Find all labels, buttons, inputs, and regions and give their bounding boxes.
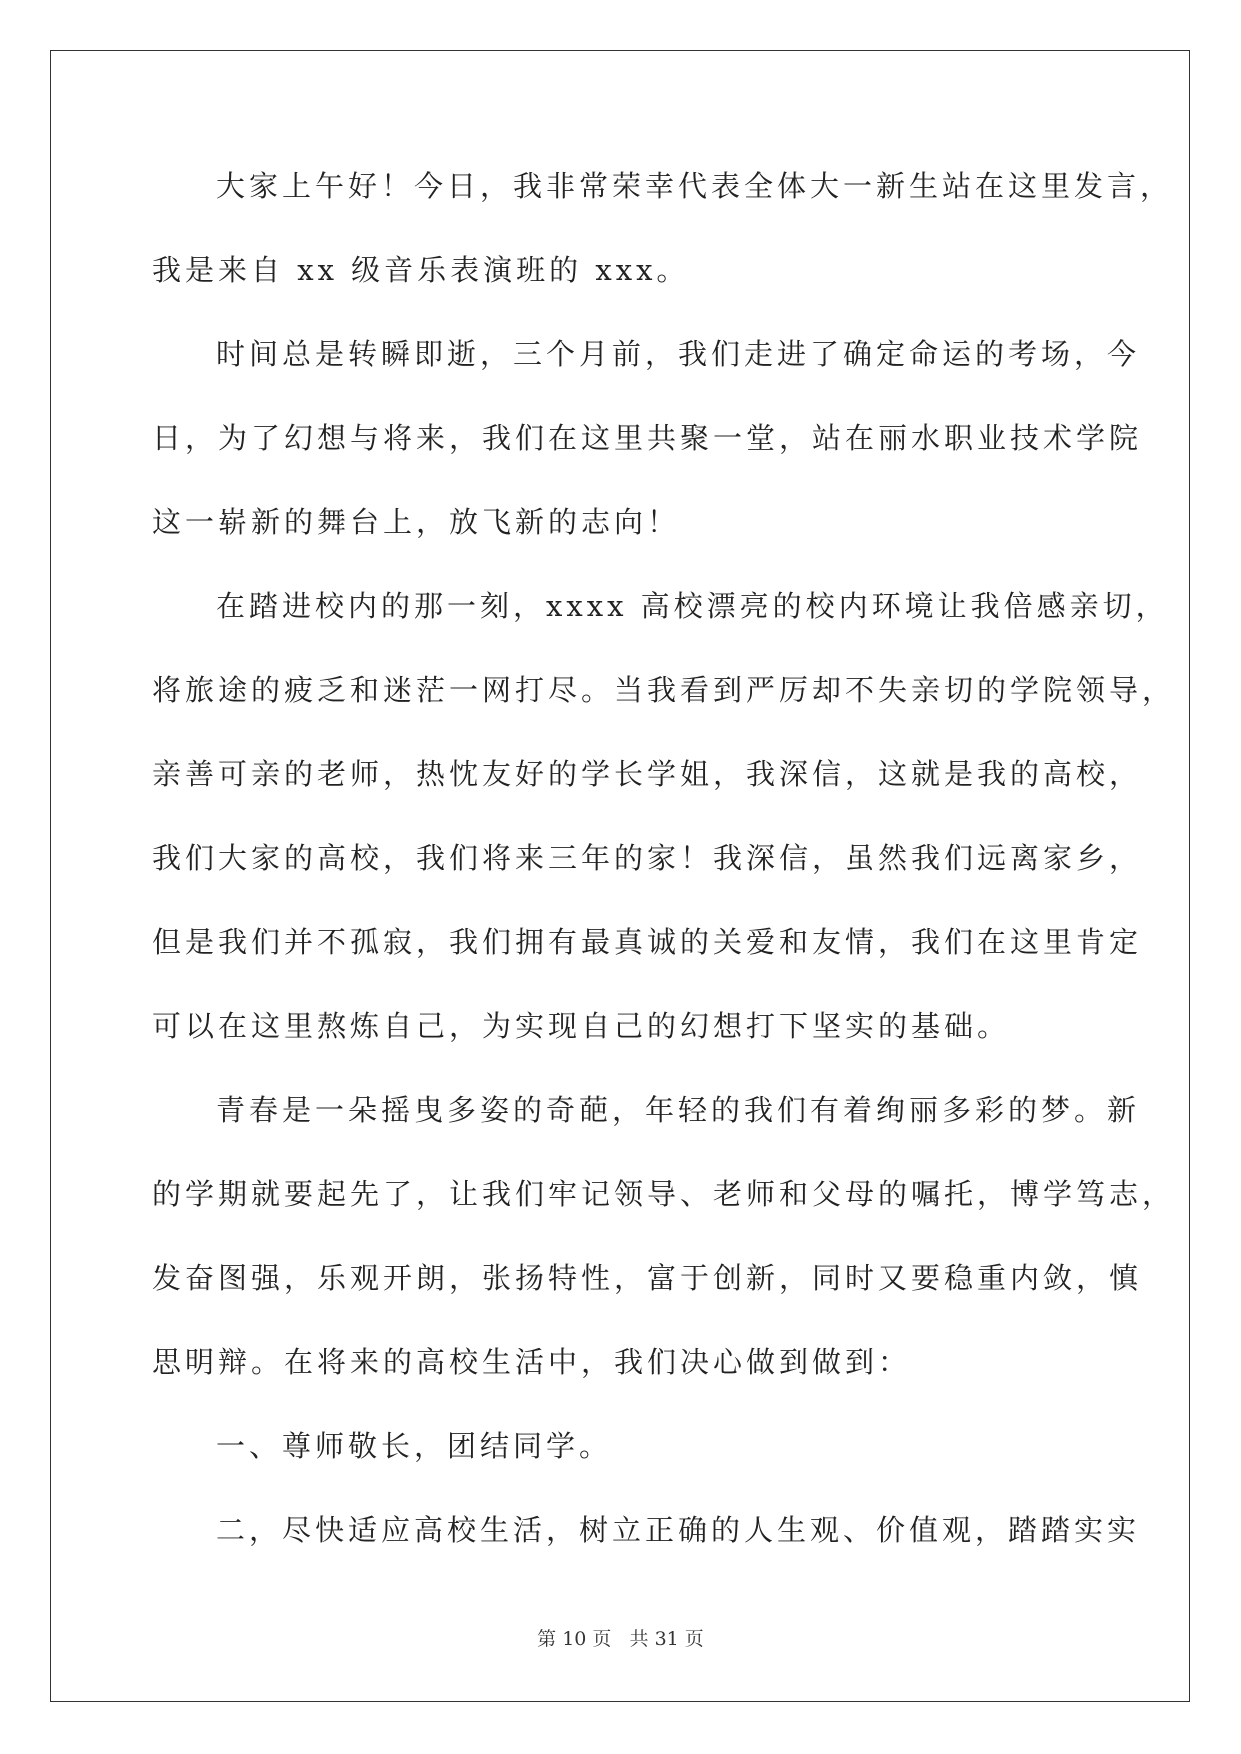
text-line: 二，尽快适应高校生活，树立正确的人生观、价值观，踏踏实实 — [216, 1513, 1141, 1547]
text-line: 大家上午好！今日，我非常荣幸代表全体大一新生站在这里发言， — [216, 169, 1174, 203]
text-line: 的学期就要起先了，让我们牢记领导、老师和父母的嘱托，博学笃志， — [152, 1177, 1176, 1211]
text-line: 亲善可亲的老师，热忱友好的学长学姐，我深信，这就是我的高校， — [152, 757, 1143, 791]
text-line: 将旅途的疲乏和迷茫一网打尽。当我看到严厉却不失亲切的学院领导， — [152, 673, 1176, 707]
text-line: 日，为了幻想与将来，我们在这里共聚一堂，站在丽水职业技术学院 — [152, 421, 1143, 455]
text-line: 但是我们并不孤寂，我们拥有最真诚的关爱和友情，我们在这里肯定 — [152, 925, 1143, 959]
text-line: 我们大家的高校，我们将来三年的家！我深信，虽然我们远离家乡， — [152, 841, 1143, 875]
text-line: 思明辩。在将来的高校生活中，我们决心做到做到： — [152, 1345, 912, 1379]
document-body — [152, 166, 1176, 1594]
text-line: 青春是一朵摇曳多姿的奇葩，年轻的我们有着绚丽多彩的梦。新 — [216, 1093, 1141, 1127]
text-line: 发奋图强，乐观开朗，张扬特性，富于创新，同时又要稳重内敛，慎 — [152, 1261, 1143, 1295]
text-line: 可以在这里熬炼自己，为实现自己的幻想打下坚实的基础。 — [152, 1009, 1011, 1043]
text-line: 时间总是转瞬即逝，三个月前，我们走进了确定命运的考场，今 — [216, 337, 1141, 371]
page-number — [0, 1624, 1241, 1651]
text-line: 一、尊师敬长，团结同学。 — [216, 1429, 613, 1463]
page-number-label: 第 10 页 共 31 页 — [537, 1628, 704, 1650]
text-line: 我是来自 xx 级音乐表演班的 xxx。 — [152, 253, 690, 287]
text-line: 在踏进校内的那一刻，xxxx 高校漂亮的校内环境让我倍感亲切， — [216, 589, 1169, 623]
text-line: 这一崭新的舞台上，放飞新的志向！ — [152, 505, 681, 539]
